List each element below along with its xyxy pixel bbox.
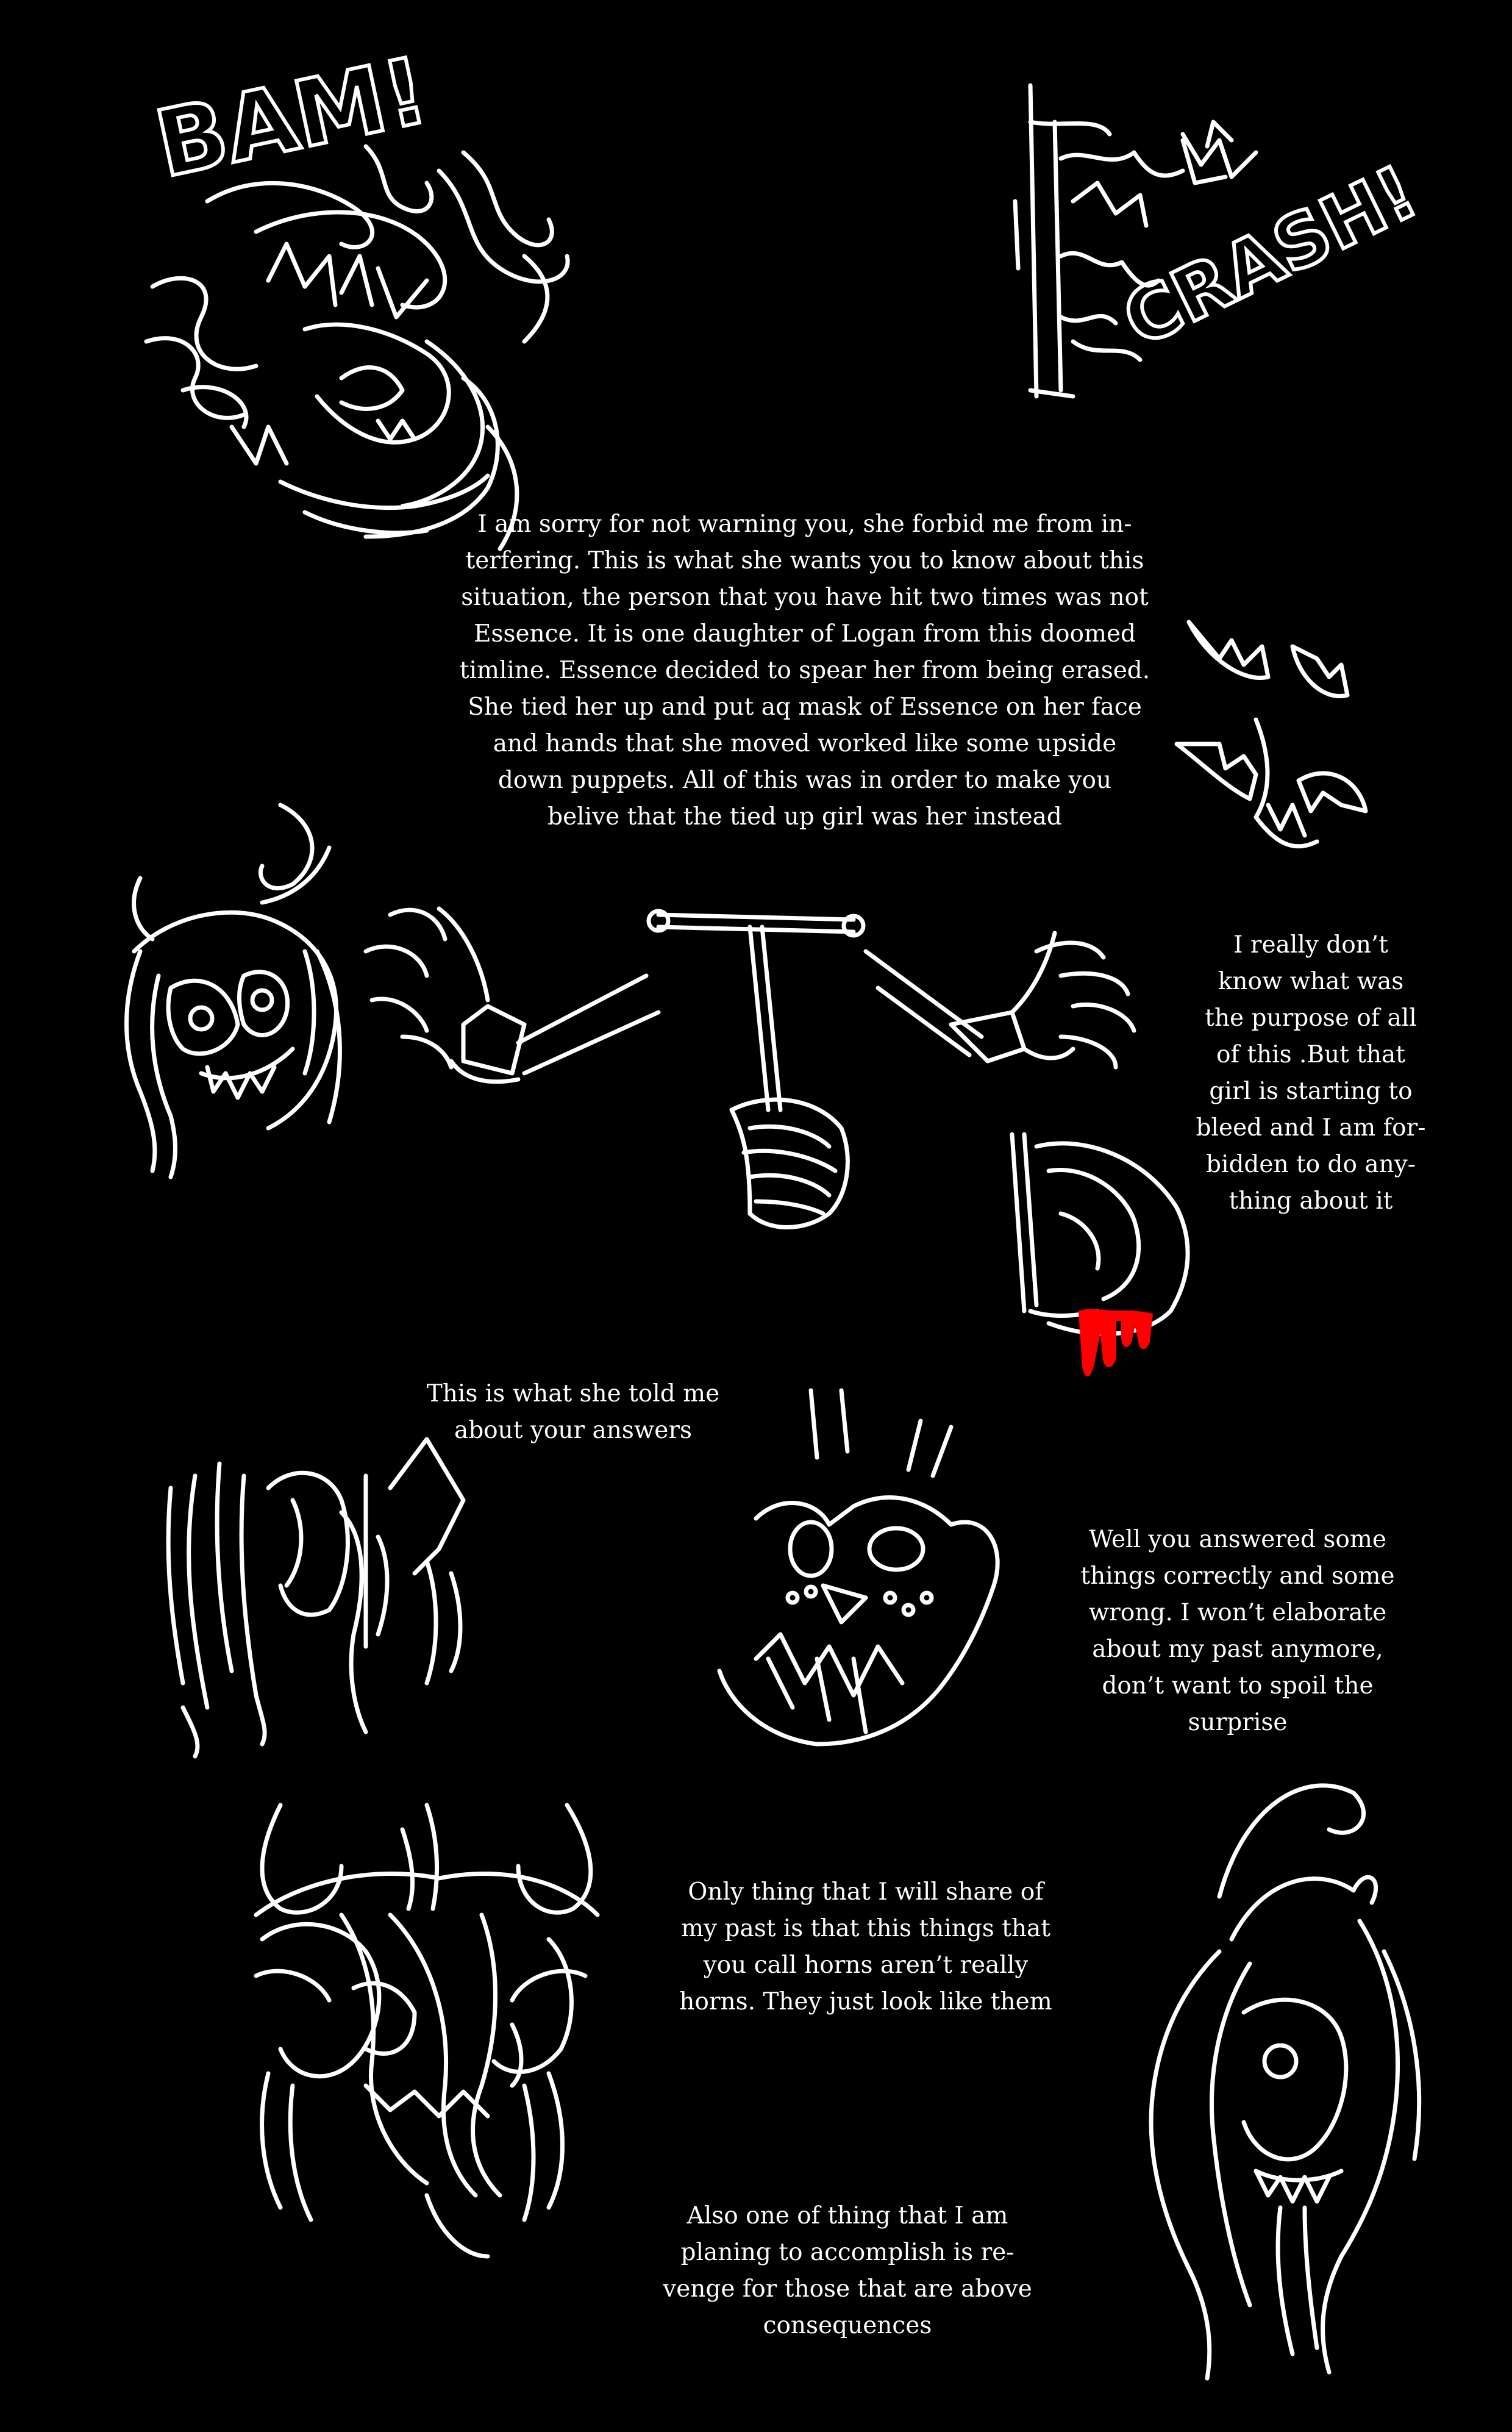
- caption-bleed: I really don’t know what was the purpose of all of this .But that girl is starting to bleed and I am for- bidden to do any- thing about it: [1196, 931, 1426, 1215]
- long-haired-figure: [1151, 1786, 1419, 2378]
- impact-scribble: [146, 146, 568, 549]
- horned-figure-hands: [256, 1805, 597, 2256]
- caption-horns: Only thing that I will share of my past is that this things that you call horns aren’t really horns. They just look like them: [679, 1878, 1052, 2015]
- left-arm: [366, 909, 658, 1082]
- fangs-cluster: [1177, 622, 1366, 846]
- blood-drips: [1079, 1310, 1152, 1376]
- caption-warning: I am sorry for not warning you, she forbid me from in- terfering. This is what she wants you to know about this situation, the person that you have hit two times was not Essence. It is one daughter of Logan from this doomed timline. Essence decided to spear her from being erased. She tied her up and put aq mask of Essence on her face and hands that she moved worked like some upside down puppets. All of this was in order to make you belive that the tied up girl was her instead: [459, 510, 1150, 831]
- caption-answers: Well you answered some things correctly and some wrong. I won’t elaborate about my past anymore, don’t want to spoil the surprise: [1080, 1526, 1395, 1736]
- caption-revenge: Also one of thing that I am planing to accomplish is re- venge for those that are above consequences: [663, 2202, 1032, 2339]
- horned-character-peek: [127, 805, 340, 1177]
- puppet-controller: [649, 911, 863, 1228]
- crash-sfx: CRASH!: [1110, 149, 1430, 364]
- answers-scribble: [168, 1439, 463, 1756]
- bam-sfx: BAM!: [147, 37, 437, 199]
- right-arm: [866, 933, 1134, 1067]
- upside-down-girl: [1012, 1134, 1188, 1334]
- caption-told: This is what she told me about your answers: [426, 1380, 720, 1444]
- skull-face: [719, 1390, 997, 1744]
